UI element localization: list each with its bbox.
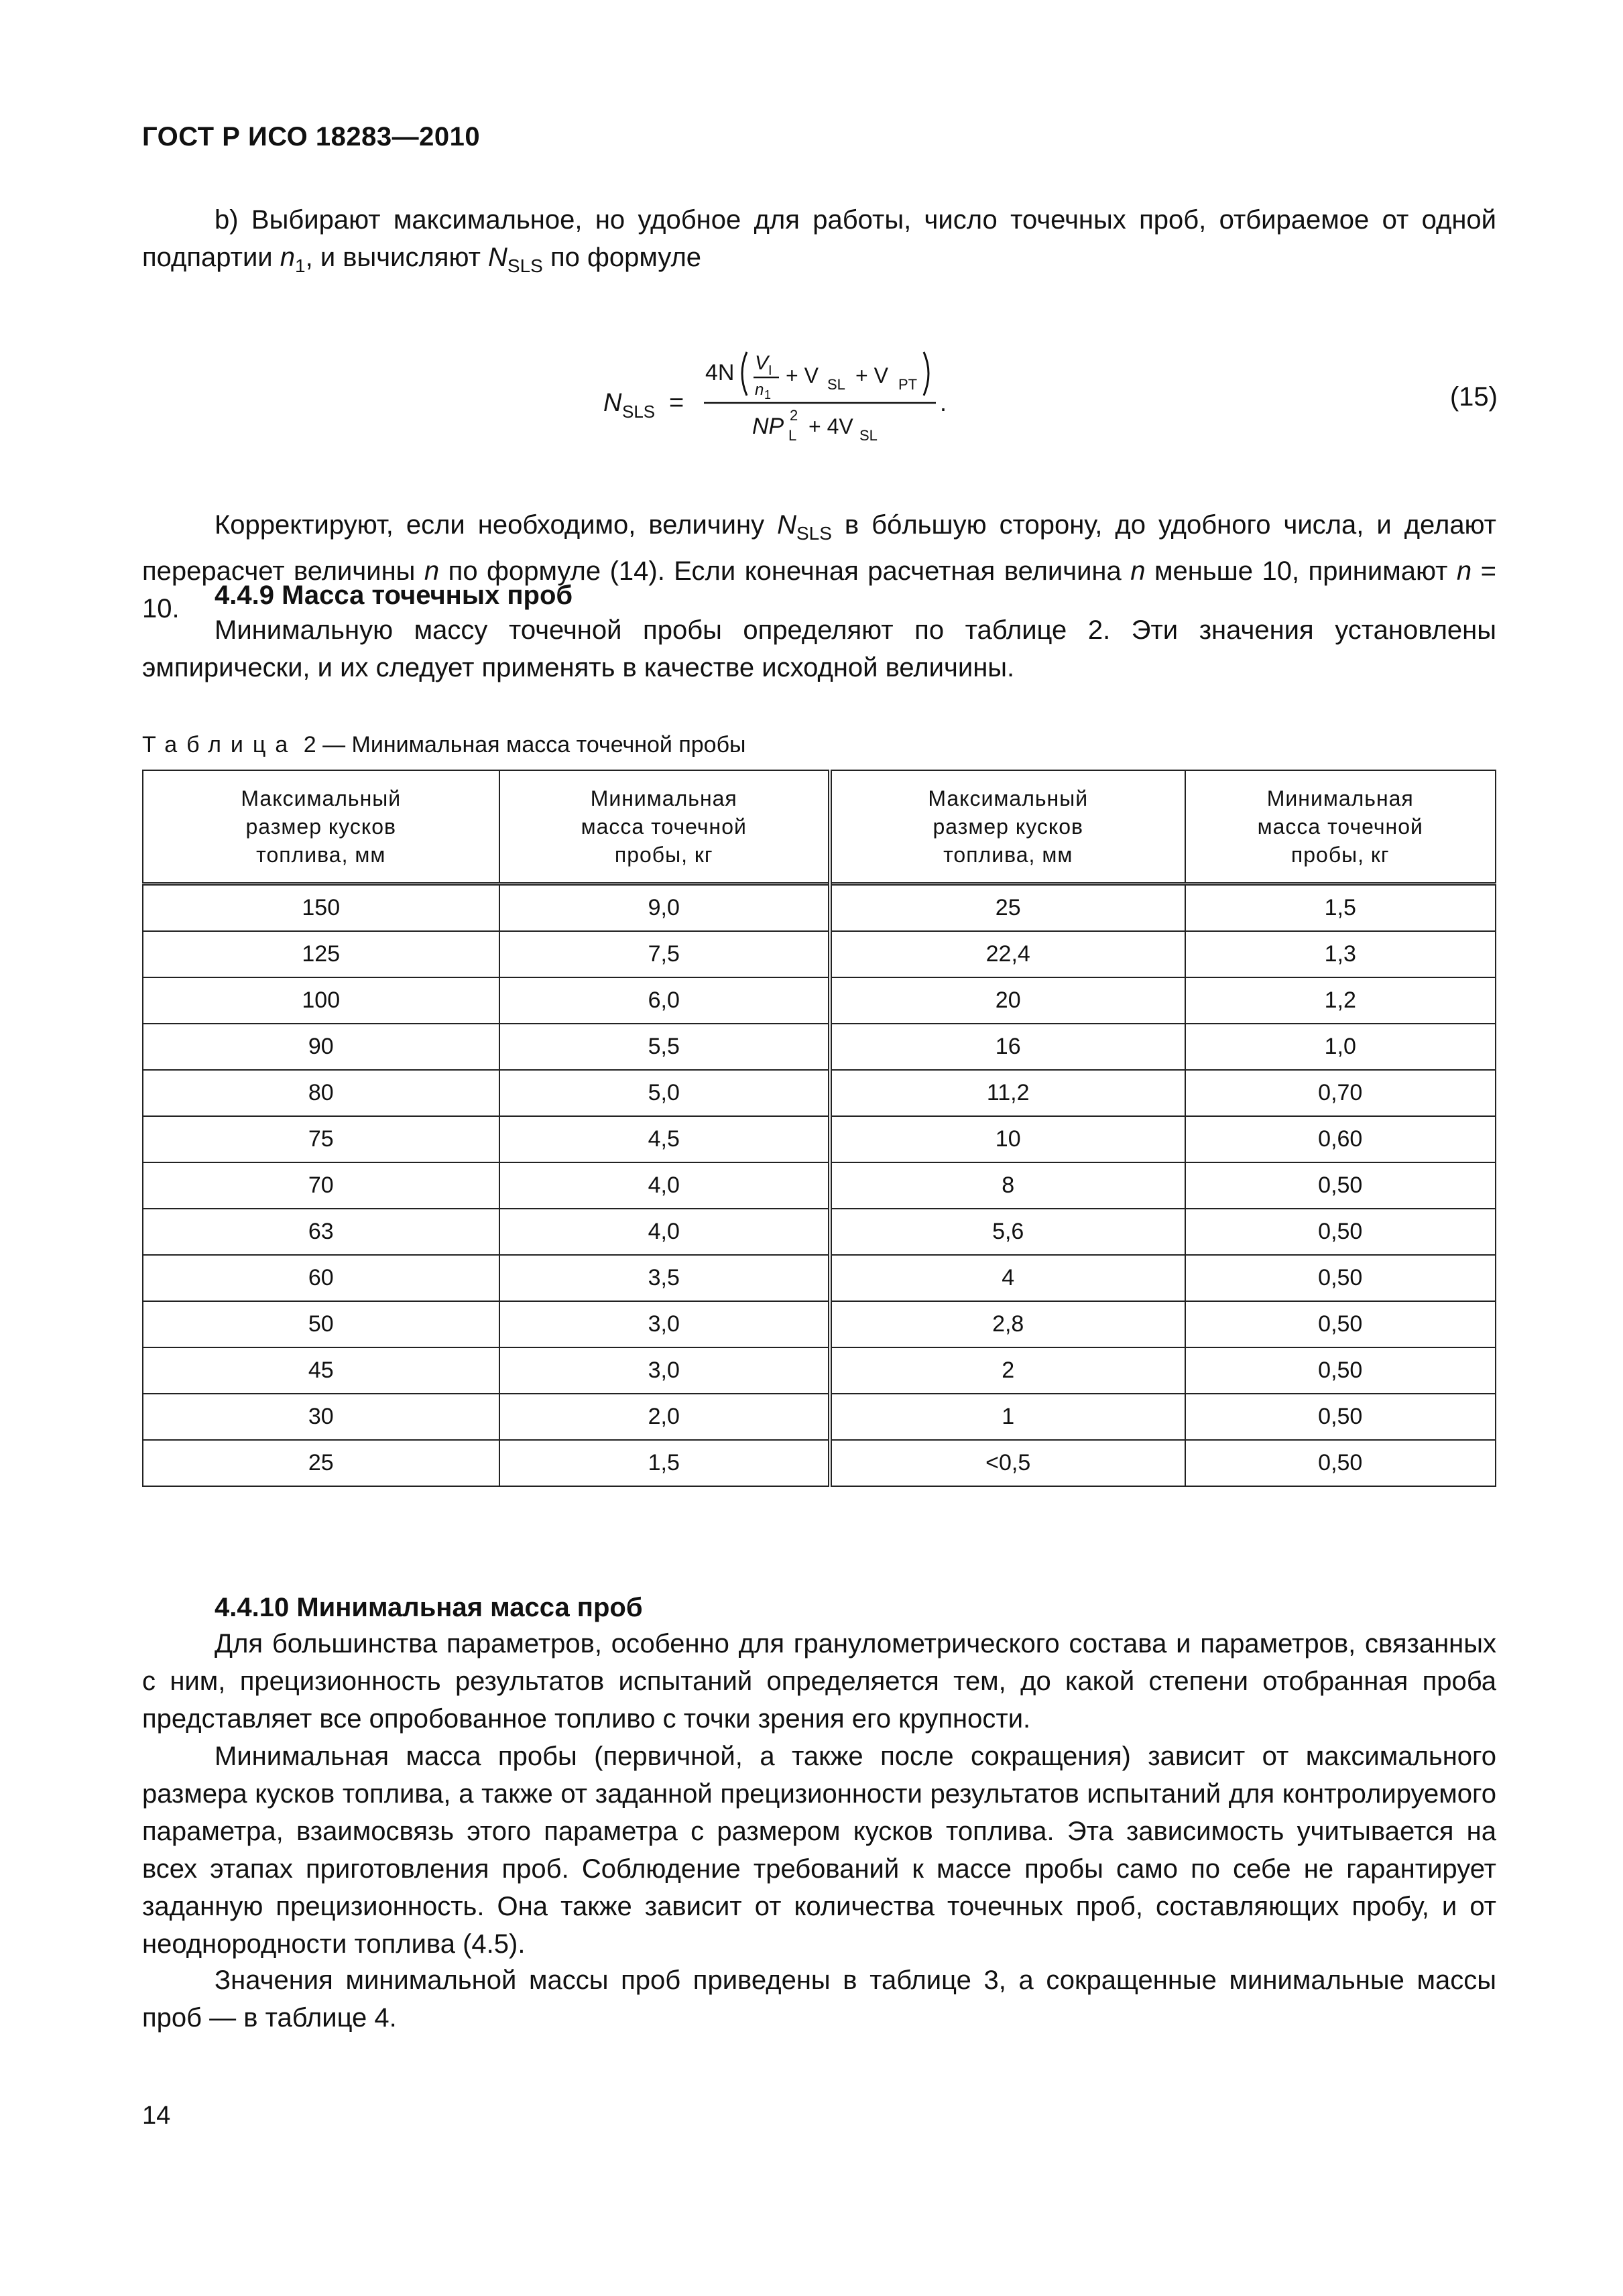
table-cell: 0,50: [1185, 1301, 1496, 1347]
var-n: n: [424, 556, 440, 586]
table-cell: 2,8: [830, 1301, 1185, 1347]
table-row: [143, 884, 1496, 932]
table-2-min-increment-mass: [142, 770, 1496, 1487]
formula-den-np: NP: [752, 414, 784, 439]
formula-n1-sub: 1: [764, 388, 772, 402]
table-cell: 1,0: [1185, 1024, 1496, 1070]
paragraph-4410-3: Значения минимальной массы проб приведены в таблице 3, а сокращенные минимальные массы проб — в таблице 4.: [142, 1966, 1496, 2033]
table-cell: 50: [143, 1301, 499, 1347]
table-row: [143, 1255, 1496, 1301]
formula-den-vsl-sub: SL: [859, 427, 878, 444]
var-N: N: [777, 510, 796, 540]
equation-number: (15): [1449, 382, 1498, 412]
formula-den-sub: L: [788, 427, 797, 444]
table-cell: 150: [143, 884, 499, 932]
section-heading-449: 4.4.9 Масса точечных проб: [215, 581, 573, 610]
table-cell: 6,0: [499, 977, 830, 1024]
table-cell: 2,0: [499, 1394, 830, 1440]
table-cell: 100: [143, 977, 499, 1024]
paragraph-4410-2: Минимальная масса пробы (первичной, а также после сокращения) зависит от максимального размера кусков топлива, а также от заданной прецизионности результатов испытаний для контролируемого параметра, взаимосвязь этого параметра с размером кусков топлива. Эта зависимость учитывается на всех этапах приготовления проб. Соблюдение требований к массе пробы само по себе не гарантирует заданную прецизионность. Она также зависит от количества точечных проб, составляющих пробу, и от неоднородности топлива (4.5).: [142, 1742, 1496, 1959]
table-row: [143, 1394, 1496, 1440]
table-cell: 0,50: [1185, 1255, 1496, 1301]
table-cell: 4: [830, 1255, 1185, 1301]
table-cell: 25: [830, 884, 1185, 932]
table-cell: 4,0: [499, 1209, 830, 1255]
header-cell: Максимальный размер кусков топлива, мм: [830, 770, 1185, 884]
table-cell: 2: [830, 1347, 1185, 1394]
table-cell: 9,0: [499, 884, 830, 932]
paragraph-b: [142, 201, 1496, 285]
text-run: меньше 10, принимают: [1145, 556, 1457, 586]
formula-vpt-sub: PT: [898, 376, 918, 393]
table-cell: 0,50: [1185, 1394, 1496, 1440]
table-cell: 90: [143, 1024, 499, 1070]
paragraph-4410-1: Для большинства параметров, особенно для гранулометрического состава и параметров, связанных с ним, прецизионность результатов испытаний определяется тем, до какой степени отобранная проба представляет все опробованное топливо с точки зрения его крупности.: [142, 1629, 1496, 1734]
table-cell: 3,5: [499, 1255, 830, 1301]
table-cell: 5,6: [830, 1209, 1185, 1255]
var-n: n: [280, 243, 296, 272]
table-caption: [142, 732, 746, 758]
var-N: N: [488, 243, 507, 272]
header-cell: Максимальный размер кусков топлива, мм: [143, 770, 499, 884]
table-row: [143, 977, 1496, 1024]
table-row: [143, 1116, 1496, 1162]
table-cell: 30: [143, 1394, 499, 1440]
table-cell: 4,5: [499, 1116, 830, 1162]
formula-vsl-sub: SL: [827, 376, 845, 393]
table-cell: 22,4: [830, 931, 1185, 977]
sub-1: 1: [295, 255, 306, 276]
formula-plus-vpt: + V: [855, 363, 888, 387]
table-cell: 20: [830, 977, 1185, 1024]
table-cell: 1: [830, 1394, 1185, 1440]
table-cell: 1,2: [1185, 977, 1496, 1024]
var-n: n: [1456, 556, 1472, 586]
table-row: [143, 1162, 1496, 1209]
formula-n1: n: [755, 381, 764, 399]
caption-text: 2 — Минимальная масса точечной пробы: [297, 732, 746, 758]
text-run: = 10.: [142, 556, 1496, 623]
formula-eq: =: [669, 389, 684, 417]
text-run: Корректируют, если необходимо, величину: [215, 510, 778, 540]
text-run: , и вычисляют: [305, 243, 489, 272]
table-cell: 0,50: [1185, 1440, 1496, 1486]
formula-den-sup: 2: [790, 407, 798, 424]
table-row: [143, 1440, 1496, 1486]
table-cell: 0,60: [1185, 1116, 1496, 1162]
table-cell: 0,50: [1185, 1162, 1496, 1209]
table-cell: 0,50: [1185, 1347, 1496, 1394]
table-cell: <0,5: [830, 1440, 1185, 1486]
table-row: [143, 1347, 1496, 1394]
sub-sls: SLS: [796, 523, 832, 544]
table-cell: 16: [830, 1024, 1185, 1070]
page-number: 14: [142, 2102, 171, 2130]
formula-lhs: N: [603, 389, 622, 417]
caption-label: Таблица: [142, 732, 298, 758]
table-cell: 0,70: [1185, 1070, 1496, 1116]
table-cell: 75: [143, 1116, 499, 1162]
table-cell: 3,0: [499, 1301, 830, 1347]
table-cell: 45: [143, 1347, 499, 1394]
table-cell: 63: [143, 1209, 499, 1255]
table-cell: 7,5: [499, 931, 830, 977]
table-cell: 80: [143, 1070, 499, 1116]
table-row: [143, 1070, 1496, 1116]
formula-vi-sub: I: [768, 363, 772, 378]
table-cell: 0,50: [1185, 1209, 1496, 1255]
table-cell: 1,5: [1185, 884, 1496, 932]
text-run: по формуле (14). Если конечная расчетная величина: [439, 556, 1131, 586]
header-cell: Минимальная масса точечной пробы, кг: [499, 770, 830, 884]
table-cell: 60: [143, 1255, 499, 1301]
formula-den-plus: + 4V: [808, 414, 853, 438]
document-header: ГОСТ Р ИСО 18283—2010: [142, 122, 481, 152]
text-run: в бóльшую сторону, до удобного числа, и делают перерасчет величины: [142, 510, 1497, 586]
table-row: [143, 1024, 1496, 1070]
sub-sls: SLS: [507, 255, 543, 276]
formula-plus-vsl: + V: [786, 363, 819, 387]
table-cell: 8: [830, 1162, 1185, 1209]
table-cell: 1,5: [499, 1440, 830, 1486]
text-run: по формуле: [542, 243, 702, 272]
text-run: b) Выбирают максимальное, но удобное для работы, число точечных проб, отбираемое от одной подпартии: [142, 205, 1496, 272]
paragraph-449: Минимальную массу точечной пробы определяют по таблице 2. Эти значения установлены эмпирически, и их следует применять в качестве исходной величины.: [142, 615, 1496, 682]
formula-vi: V: [755, 352, 769, 374]
table-cell: 1,3: [1185, 931, 1496, 977]
table-cell: 11,2: [830, 1070, 1185, 1116]
table-cell: 5,0: [499, 1070, 830, 1116]
table-cell: 3,0: [499, 1347, 830, 1394]
formula-15: [603, 332, 979, 452]
section-heading-4410: 4.4.10 Минимальная масса проб: [215, 1593, 643, 1622]
table-row: [143, 931, 1496, 977]
table-row: [143, 1301, 1496, 1347]
header-cell: Минимальная масса точечной пробы, кг: [1185, 770, 1496, 884]
table-row: [143, 1209, 1496, 1255]
table-header-row: [143, 770, 1496, 884]
close-paren: [924, 352, 928, 396]
table-cell: 125: [143, 931, 499, 977]
formula-dot: .: [940, 389, 947, 416]
table-cell: 70: [143, 1162, 499, 1209]
table-cell: 10: [830, 1116, 1185, 1162]
formula-num-coef: 4N: [705, 360, 735, 385]
table-cell: 25: [143, 1440, 499, 1486]
table-cell: 4,0: [499, 1162, 830, 1209]
formula-lhs-sub: SLS: [622, 402, 656, 422]
open-paren: [742, 352, 747, 396]
table-cell: 5,5: [499, 1024, 830, 1070]
var-n: n: [1130, 556, 1146, 586]
